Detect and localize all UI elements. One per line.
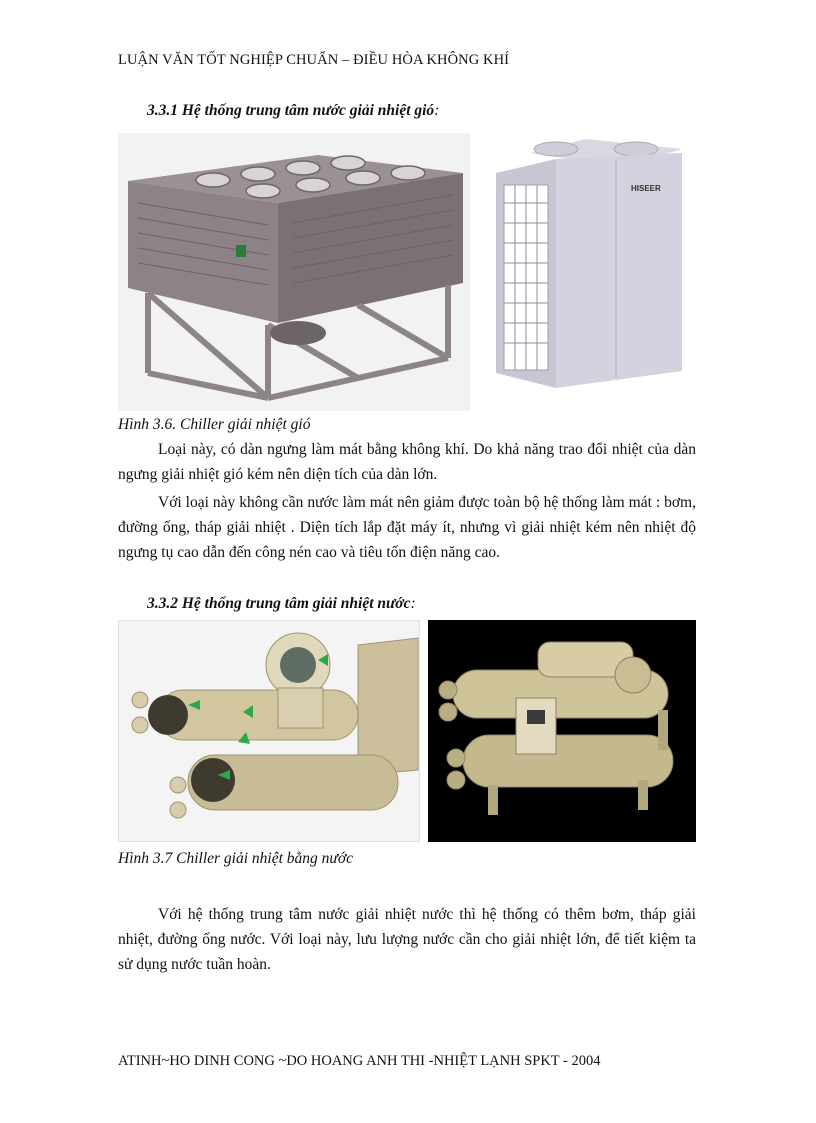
section-heading-3-3-1 <box>147 102 439 120</box>
section-heading-3-3-2 <box>147 595 416 613</box>
heading-colon: : <box>434 102 440 119</box>
page-header: LUẬN VĂN TỐT NGHIỆP CHUẨN – ĐIỀU HÒA KHÔNG KHÍ <box>118 52 510 68</box>
heading-colon: : <box>410 595 416 612</box>
air-cooled-chiller-photo <box>118 133 470 411</box>
water-cooled-chiller-photo <box>428 620 696 842</box>
figure-caption-3-7: Hình 3.7 Chiller giải nhiệt bằng nước <box>118 850 354 867</box>
paragraph: Với loại này không cần nước làm mát nên giảm được toàn bộ hệ thống làm mát : bơm, đường ống, tháp giải nhiệt . Diện tích lắp đặt máy ít, nhưng vì giải nhiệt kém nên nhiệt độ ngưng tụ cao dẫn đến công nén cao và tiêu tốn điện năng cao. <box>118 494 696 561</box>
unit-brand-label: HISEER <box>631 184 661 193</box>
hiseer-outdoor-unit-photo <box>486 133 698 411</box>
paragraph: Loại này, có dàn ngưng làm mát bằng không khí. Do khả năng trao đổi nhiệt của dàn ngưng giải nhiệt gió kém nên diện tích của dàn lớn. <box>118 441 696 483</box>
water-cooled-chiller-cutaway-photo <box>118 620 420 842</box>
section-heading-text: 3.3.2 Hệ thống trung tâm giải nhiệt nước <box>147 595 411 612</box>
figure-caption-3-6: Hình 3.6. Chiller giải nhiệt gió <box>118 416 311 433</box>
paragraph: Với hệ thống trung tâm nước giải nhiệt nước thì hệ thống có thêm bơm, tháp giải nhiệt, đường ống nước. Với loại này, lưu lượng nước cần cho giải nhiệt lớn, để tiết kiệm ta sử dụng nước tuần hoàn. <box>118 906 696 973</box>
section-heading-text: 3.3.1 Hệ thống trung tâm nước giải nhiệt gió <box>147 102 435 119</box>
page-footer: ATINH~HO DINH CONG ~DO HOANG ANH THI -NHIỆT LẠNH SPKT - 2004 <box>118 1053 601 1069</box>
